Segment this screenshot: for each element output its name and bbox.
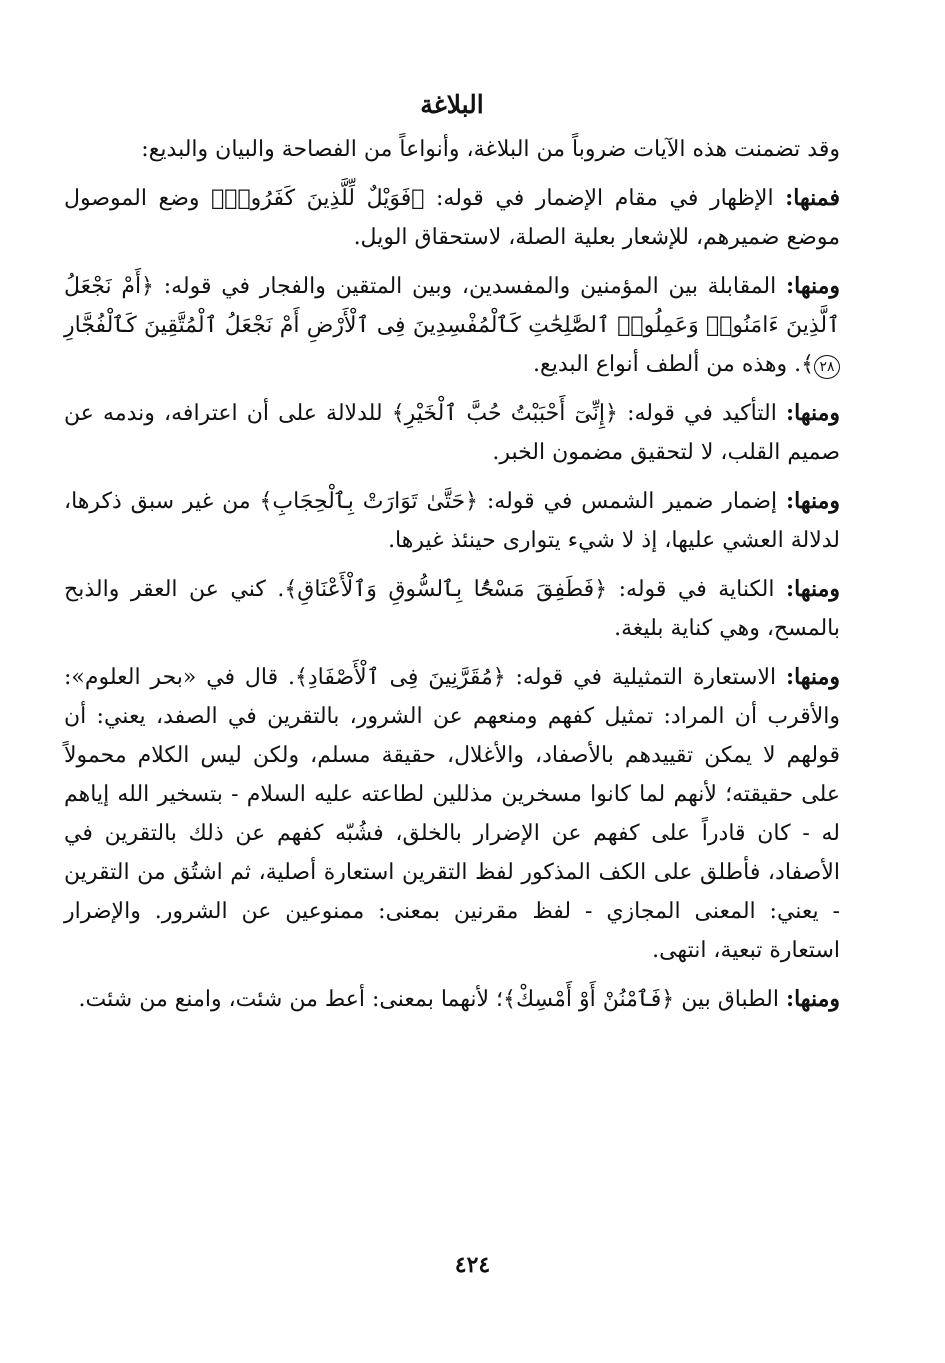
paragraph-lead: ومنها: [785, 986, 840, 1012]
paragraph-text: . كني عن العقر والذبح بالمسح، وهي كناية بليغة. [64, 577, 840, 641]
quran-quote: ﴿أَمْ نَجْعَلُ ٱلَّذِينَ ءَامَنُوا۟ وَعَمِلُوا۟ ٱلصَّٰلِحَٰتِ كَٱلْمُفْسِدِينَ فِى ٱلْأَرْضِ أَمْ نَجْعَلُ ٱلْمُتَّقِينَ كَٱلْفُجَّارِ [64, 274, 840, 338]
paragraph-text: التأكيد في قوله: [627, 401, 777, 426]
paragraph-lead: ومنها: [786, 488, 841, 514]
paragraph-text: الطباق بين [681, 987, 779, 1012]
quran-quote: ﴿فَوَيْلٌ لِّلَّذِينَ كَفَرُوا۟﴾ [211, 186, 425, 211]
quran-quote: ﴿مُقَرَّنِينَ فِى ٱلْأَصْفَادِ﴾ [294, 665, 506, 690]
paragraph-text: إضمار ضمير الشمس في قوله: [486, 489, 778, 514]
paragraph-text: المقابلة بين المؤمنين والمفسدين، وبين المتقين والفجار في قوله: [163, 274, 777, 299]
paragraph-text: للدلالة على أن اعترافه، وندمه عن صميم القلب، لا لتحقيق مضمون الخبر. [64, 401, 840, 465]
page-title: البلاغة [420, 90, 484, 119]
paragraph-text: . وهذه من ألطف أنواع البديع. [533, 352, 802, 377]
paragraph-7 [64, 980, 840, 1019]
paragraph-lead: ومنها: [786, 576, 841, 602]
paragraph-text: الاستعارة التمثيلية في قوله: [515, 665, 777, 690]
intro-paragraph: وقد تضمنت هذه الآيات ضروباً من البلاغة، وأنواعاً من الفصاحة والبيان والبديع: [141, 137, 840, 162]
paragraph-lead: ومنها: [786, 400, 841, 426]
quran-quote-close: ﴾ [801, 352, 814, 377]
paragraph-text: . قال في «بحر العلوم»: والأقرب أن المراد: تمثيل كفهم ومنعهم عن الشرور، بالتقرين في الصفد، يعني: أن قولهم لا يمكن تقييدهم بالأصفاد، والأغلال، حقيقة مسلم، ولكن ليس الكلام محمولاً على حقيقته؛ لأنهم لما كانوا مسخرين مذللين لطاعته عليه السلام - بتسخير الله إياهم له - كان قادراً على كفهم عن الإضرار بالخلق، فشُبّه كفهم عن ذلك بالتقرين في الأصفاد، فأطلق على الكف المذكور لفظ التقرين استعارة أصلية، ثم اشتُق من التقرين - يعني: المعنى المجازي - لفظ مقرنين بمعنى: ممنوعين عن الشرور. والإضرار استعارة تبعية، انتهى. [64, 665, 840, 963]
paragraph-2 [64, 267, 840, 384]
paragraph-text: الإظهار في مقام الإضمار في قوله: [436, 186, 774, 211]
paragraph-text: ؛ لأنهما بمعنى: أعط من شئت، وامنع من شئت. [78, 987, 504, 1012]
paragraph-6 [64, 658, 840, 970]
paragraph-3 [64, 394, 840, 472]
page-number: ٤٢٤ [454, 1252, 491, 1278]
paragraph-5 [64, 570, 840, 648]
paragraph-text: الكناية في قوله: [618, 577, 775, 602]
quran-quote: ﴿حَتَّىٰ تَوَارَتْ بِٱلْحِجَابِ﴾ [259, 489, 478, 514]
paragraph-4 [64, 482, 840, 560]
paragraph-lead: ومنها: [786, 273, 841, 299]
ayah-number-marker: ٢٨ [814, 355, 840, 379]
paragraph-text: وضع الموصول موضع ضميرهم، للإشعار بعلية الصلة، لاستحقاق الويل. [64, 186, 840, 250]
quran-quote: ﴿إِنِّىٓ أَحْبَبْتُ حُبَّ ٱلْخَيْرِ﴾ [391, 401, 618, 426]
paragraph-text: من غير سبق ذكرها، لدلالة العشي عليها، إذ لا شيء يتوارى حينئذ غيرها. [64, 489, 840, 553]
quran-quote: ﴿فَطَفِقَ مَسْحًۢا بِٱلسُّوقِ وَٱلْأَعْنَاقِ﴾ [284, 577, 608, 602]
page-body [64, 80, 840, 1320]
paragraph-1 [64, 179, 840, 257]
quran-quote: ﴿فَٱمْنُنْ أَوْ أَمْسِكْ﴾ [503, 987, 675, 1012]
paragraph-lead: ومنها: [785, 664, 840, 690]
paragraph-lead: فمنها: [785, 185, 840, 211]
